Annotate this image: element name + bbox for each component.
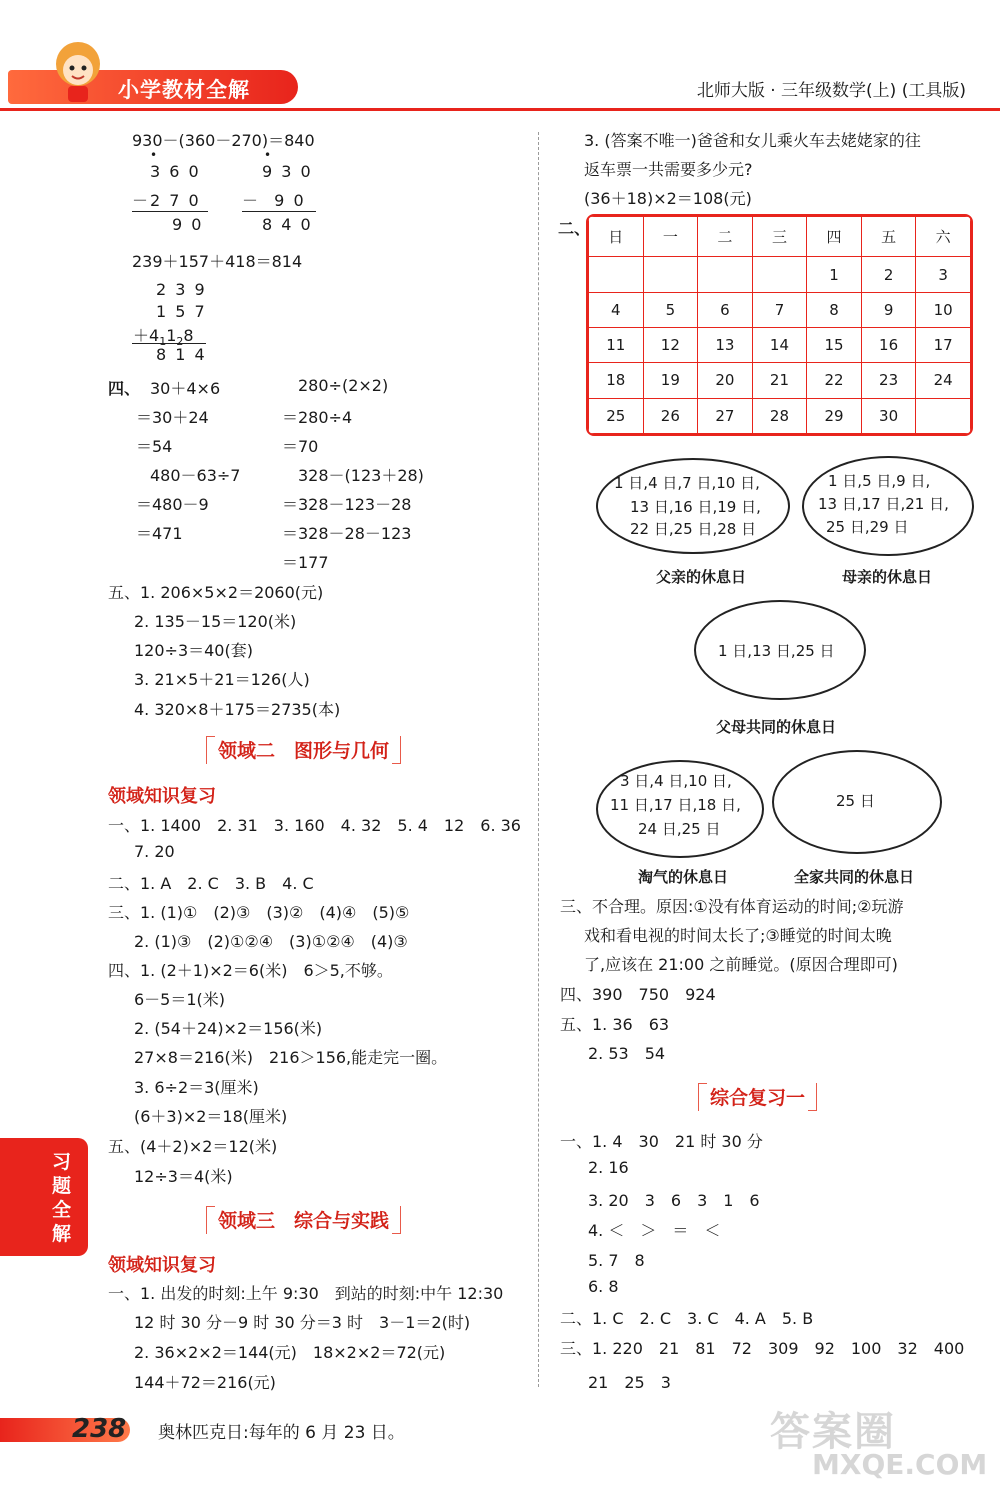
vertical-1-result: 9 0 [172, 215, 204, 234]
calendar-row [589, 398, 971, 433]
day-cell: 6 [698, 292, 753, 327]
day-cell: 27 [698, 398, 753, 433]
r-top-line: 3. (答案不唯一)爸爸和女儿乘火车去姥姥家的往 [584, 131, 921, 150]
mother-days: 25 日,29 日 [826, 518, 909, 536]
vertical-3-row1: 2 3 9 [156, 280, 207, 299]
day-cell: 28 [752, 398, 807, 433]
side-tab-label: 习题全解 [52, 1151, 72, 1245]
day-cell [643, 257, 698, 292]
common-caption: 父母共同的休息日 [716, 718, 837, 736]
vertical-2-result: 8 4 0 [262, 215, 313, 234]
s5-line: 2. 53 54 [588, 1044, 666, 1063]
family-days: 25 日 [836, 792, 875, 810]
calc-a2: ＝30＋24 [136, 408, 209, 427]
page-number: 238 [72, 1414, 127, 1444]
d2-line: 27×8＝216(米) 216＞156,能走完一圈。 [134, 1048, 448, 1067]
review-line: 3. 20 3 6 3 1 6 [588, 1191, 760, 1210]
day-cell: 18 [589, 363, 644, 398]
vertical-3-rule [132, 343, 206, 344]
review-line: 6. 8 [588, 1277, 619, 1296]
mother-days: 13 日,17 日,21 日, [818, 495, 949, 513]
calendar-header-row [589, 217, 971, 257]
day-cell: 15 [807, 327, 862, 362]
borrow-dot: • [150, 148, 158, 162]
review-title-1: 领域知识复习 [108, 786, 216, 807]
review-line: 2. 16 [588, 1158, 629, 1177]
section-2-label: 二、 [558, 219, 591, 238]
day-cell: 24 [916, 363, 971, 398]
weekday-cell: 五 [861, 217, 916, 257]
day-cell: 8 [807, 292, 862, 327]
s3-line: 了,应该在 21:00 之前睡觉。(原因合理即可) [584, 955, 898, 974]
day-cell: 3 [916, 257, 971, 292]
day-cell: 5 [643, 292, 698, 327]
book-title: 小学教材全解 [118, 78, 250, 102]
vertical-1-top: 3 6 0 [150, 162, 201, 181]
equation-2: 239＋157＋418＝814 [132, 252, 303, 271]
day-cell: 4 [589, 292, 644, 327]
weekday-cell: 三 [752, 217, 807, 257]
column-divider [538, 132, 539, 1387]
vertical-3-result: 8 1 4 [156, 345, 207, 364]
day-cell: 10 [916, 292, 971, 327]
d2-line: 3. 6÷2＝3(厘米) [134, 1078, 259, 1097]
domain-2-title: 领域二 图形与几何 [218, 736, 389, 763]
review-line: 三、1. 220 21 81 72 309 92 100 32 400 [560, 1339, 965, 1358]
calendar-row [589, 257, 971, 292]
mother-caption: 母亲的休息日 [842, 568, 933, 586]
vertical-2-rule [242, 211, 316, 212]
day-cell: 23 [861, 363, 916, 398]
calc-d4: ＝177 [282, 553, 329, 572]
review-line: 一、1. 4 30 21 时 30 分 [560, 1132, 763, 1151]
equation-1: 930－(360－270)＝840 [132, 131, 315, 150]
family-caption: 全家共同的休息日 [794, 868, 915, 886]
domain-3-title: 领域三 综合与实践 [218, 1206, 389, 1233]
d2-line: 五、(4＋2)×2＝12(米) [108, 1137, 278, 1156]
d3-line: 2. 36×2×2＝144(元) 18×2×2＝72(元) [134, 1343, 446, 1362]
father-days: 22 日,25 日,28 日 [630, 520, 757, 538]
watermark-url: MXQE.COM [812, 1448, 988, 1481]
calc-d3: ＝328－28－123 [282, 524, 412, 543]
d2-line: 三、1. (1)① (2)③ (3)② (4)④ (5)⑤ [108, 903, 410, 922]
father-caption: 父亲的休息日 [656, 568, 747, 586]
day-cell: 30 [861, 398, 916, 433]
calendar-table [586, 214, 973, 436]
day-cell: 11 [589, 327, 644, 362]
d2-line: 2. (54＋24)×2＝156(米) [134, 1019, 323, 1038]
day-cell: 22 [807, 363, 862, 398]
calc-b2: ＝280÷4 [282, 408, 353, 427]
d3-line: 144＋72＝216(元) [134, 1373, 276, 1392]
day-cell: 21 [752, 363, 807, 398]
calc-c1: 480－63÷7 [150, 466, 241, 485]
weekday-cell: 六 [916, 217, 971, 257]
day-cell: 14 [752, 327, 807, 362]
day-cell [752, 257, 807, 292]
calc-a1: 30＋4×6 [150, 379, 221, 398]
day-cell: 13 [698, 327, 753, 362]
borrow-dot: • [264, 148, 272, 162]
s3-line: 戏和看电视的时间太长了;③睡觉的时间太晚 [584, 926, 892, 945]
s5-line: 2. 135－15＝120(米) [134, 612, 297, 631]
day-cell: 26 [643, 398, 698, 433]
calendar-row [589, 327, 971, 362]
calc-d2: ＝328－123－28 [282, 495, 412, 514]
calc-b3: ＝70 [282, 437, 319, 456]
day-cell: 1 [807, 257, 862, 292]
d2-line: 二、1. A 2. C 3. B 4. C [108, 874, 314, 893]
section-4-label: 四、 [108, 379, 141, 398]
day-cell: 25 [589, 398, 644, 433]
naughty-days: 3 日,4 日,10 日, [620, 772, 732, 790]
review-title-2: 领域知识复习 [108, 1255, 216, 1276]
calc-c3: ＝471 [136, 524, 183, 543]
weekday-cell: 日 [589, 217, 644, 257]
vertical-2-mid: － 9 0 [242, 191, 306, 210]
d2-line: 2. (1)③ (2)①②④ (3)①②④ (4)③ [134, 932, 408, 951]
r-top-line: (36＋18)×2＝108(元) [584, 189, 752, 208]
s5-line: 3. 21×5＋21＝126(人) [134, 670, 310, 689]
naughty-caption: 淘气的休息日 [638, 868, 729, 886]
naughty-days: 11 日,17 日,18 日, [610, 796, 741, 814]
weekday-cell: 四 [807, 217, 862, 257]
day-cell [916, 398, 971, 433]
day-cell: 9 [861, 292, 916, 327]
s5-line: 五、1. 206×5×2＝2060(元) [108, 583, 324, 602]
d2-line: 12÷3＝4(米) [134, 1167, 233, 1186]
d2-line: 一、1. 1400 2. 31 3. 160 4. 32 5. 4 12 6. 36 [108, 816, 521, 835]
r-top-line: 返车票一共需要多少元? [584, 160, 753, 179]
day-cell: 7 [752, 292, 807, 327]
day-cell: 29 [807, 398, 862, 433]
day-cell [589, 257, 644, 292]
vertical-3-row3: $+4_11_28$ [133, 326, 194, 349]
edition-label: 北师大版 · 三年级数学(上) (工具版) [696, 81, 966, 101]
s5-line: 4. 320×8＋175＝2735(本) [134, 700, 341, 719]
d2-line: 6－5＝1(米) [134, 990, 226, 1009]
d2-line: (6＋3)×2＝18(厘米) [134, 1107, 288, 1126]
vertical-1-mid: －2 7 0 [132, 191, 201, 210]
review-line: 二、1. C 2. C 3. C 4. A 5. B [560, 1309, 814, 1328]
weekday-cell: 二 [698, 217, 753, 257]
calc-a3: ＝54 [136, 437, 173, 456]
s4-line: 四、390 750 924 [560, 985, 716, 1004]
review-line: 4. ＜ ＞ ＝ ＜ [588, 1221, 721, 1240]
vertical-2-top: 9 3 0 [262, 162, 313, 181]
s5-line: 120÷3＝40(套) [134, 641, 253, 660]
watermark-text: 答案圈 [770, 1409, 896, 1455]
footer-note: 奥林匹克日:每年的 6 月 23 日。 [158, 1423, 405, 1443]
day-cell: 20 [698, 363, 753, 398]
calendar-row [589, 363, 971, 398]
d3-line: 一、1. 出发的时刻:上午 9:30 到站的时刻:中午 12:30 [108, 1284, 504, 1303]
day-cell: 16 [861, 327, 916, 362]
day-cell: 2 [861, 257, 916, 292]
common-days: 1 日,13 日,25 日 [718, 642, 835, 660]
d2-line: 7. 20 [134, 842, 175, 861]
mascot-icon [50, 40, 106, 106]
s3-line: 三、不合理。原因:①没有体育运动的时间;②玩游 [560, 897, 904, 916]
day-cell: 19 [643, 363, 698, 398]
d2-line: 四、1. (2＋1)×2＝6(米) 6＞5,不够。 [108, 961, 393, 980]
day-cell: 17 [916, 327, 971, 362]
vertical-1-rule [132, 211, 208, 212]
mother-days: 1 日,5 日,9 日, [828, 472, 931, 490]
father-days: 1 日,4 日,7 日,10 日, [614, 474, 760, 492]
s5-line: 五、1. 36 63 [560, 1015, 670, 1034]
calendar-row [589, 292, 971, 327]
father-days: 13 日,16 日,19 日, [630, 498, 761, 516]
naughty-days: 24 日,25 日 [638, 820, 721, 838]
calc-d1: 328－(123＋28) [298, 466, 424, 485]
day-cell [698, 257, 753, 292]
header-rule [0, 108, 1000, 111]
weekday-cell: 一 [643, 217, 698, 257]
vertical-3-row2: 1 5 7 [156, 302, 207, 321]
day-cell: 12 [643, 327, 698, 362]
review-section-title: 综合复习一 [710, 1083, 805, 1110]
review-line: 5. 7 8 [588, 1251, 645, 1270]
d3-line: 12 时 30 分－9 时 30 分＝3 时 3－1＝2(时) [134, 1313, 471, 1332]
review-line: 21 25 3 [588, 1373, 671, 1392]
calc-c2: ＝480－9 [136, 495, 209, 514]
calc-b1: 280÷(2×2) [298, 376, 389, 395]
